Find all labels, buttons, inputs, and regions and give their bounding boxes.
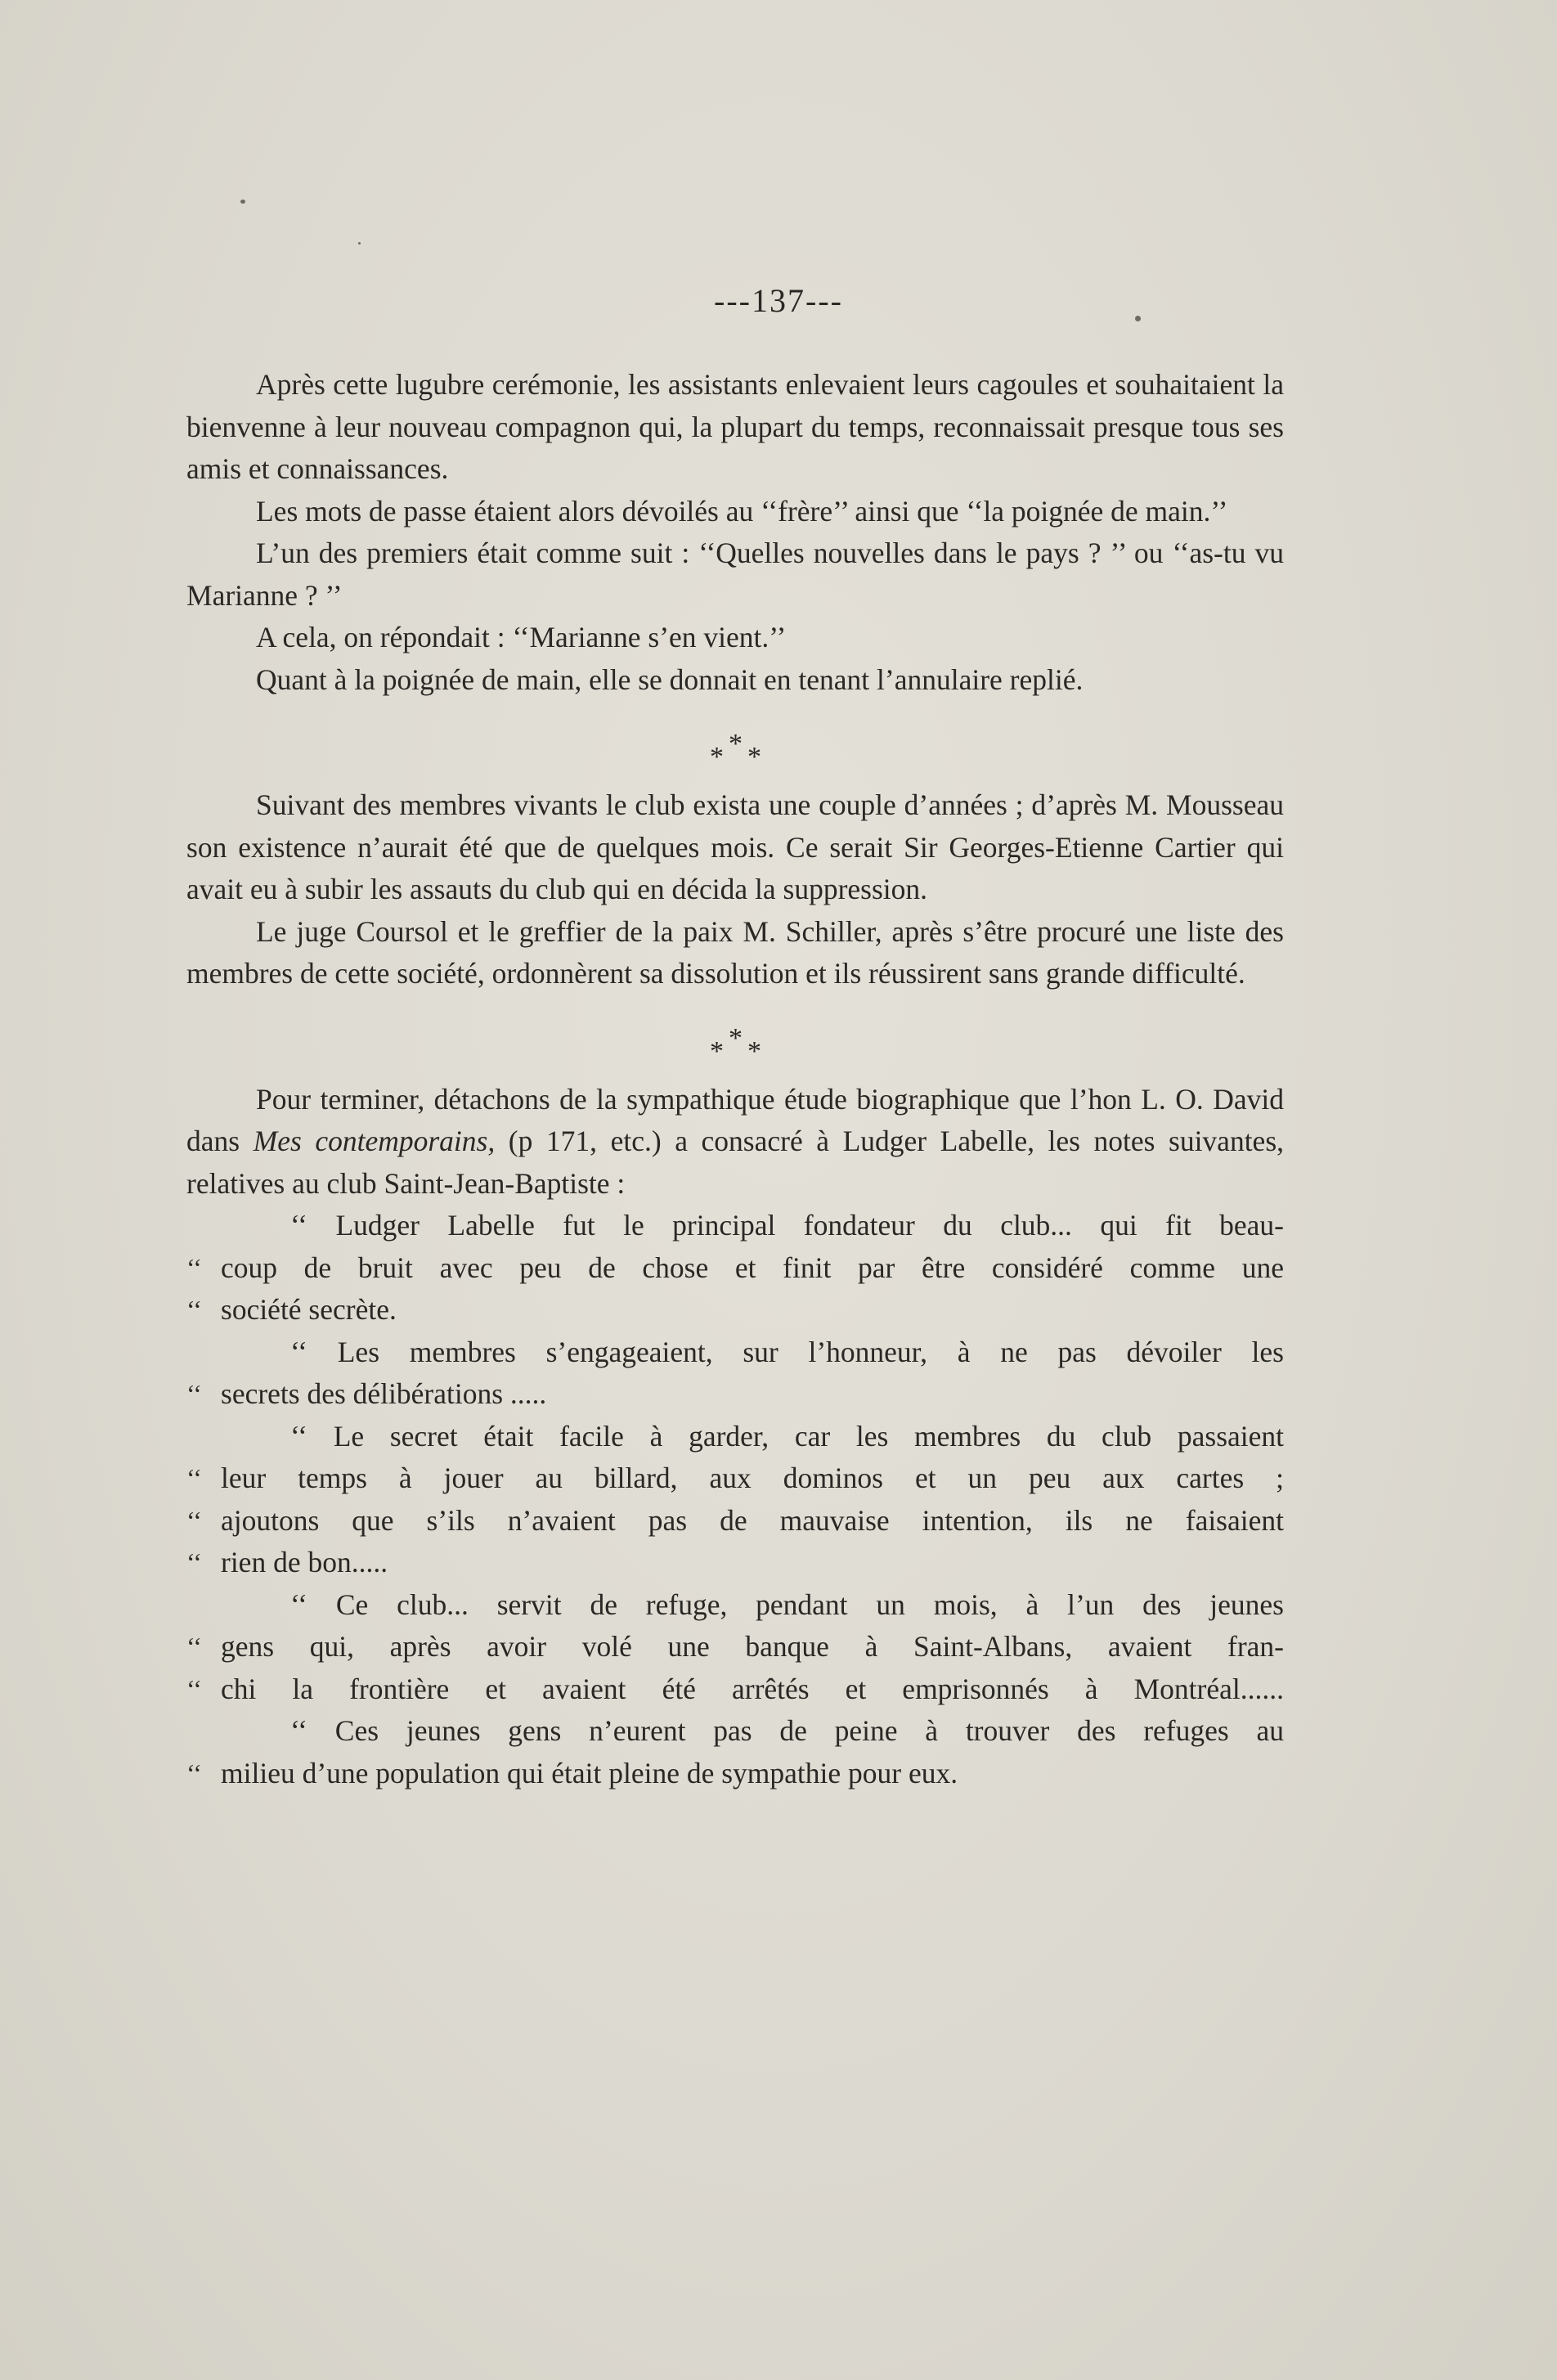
asterisk: * (729, 729, 743, 759)
quote-mark: ‘‘ (186, 1547, 202, 1577)
quote-mark: ‘‘ (186, 1379, 202, 1408)
quote-mark: ‘‘ (186, 1758, 202, 1788)
section-divider (186, 701, 1284, 784)
quote-line: ‘‘ ajoutons que s’ils n’avaient pas de mauvaise intention, ils ne faisaient (186, 1500, 1284, 1543)
quote-5 (186, 1710, 1284, 1794)
asterisk: * (729, 1022, 743, 1053)
paragraph: A cela, on répondait : ‘‘Marianne s’en vient.’’ (256, 621, 787, 653)
section-divider (186, 995, 1284, 1079)
quote-line: ‘‘ Le secret était facile à garder, car les membres du club passaient (290, 1419, 1284, 1453)
quote-mark: ‘‘ (186, 1632, 202, 1661)
asterisk: * (747, 742, 761, 772)
page-number: ---137--- (714, 282, 843, 319)
paragraph: L’un des premiers était comme suit : ‘‘Quelles nouvelles dans le pays ? ’’ ou ‘‘as-tu vu Marianne ? ’’ (186, 537, 1284, 612)
quote-line: ‘‘ milieu d’une population qui était pleine de sympathie pour eux. (186, 1753, 1284, 1795)
quote-mark: ‘‘ (186, 1295, 202, 1324)
quote-mark: ‘‘ (186, 1505, 202, 1535)
intro-text-before: Pour terminer, détachons de la sympathique étude biographique que l’hon L. O. David dans (186, 1082, 1284, 1157)
body-text (186, 364, 1284, 1794)
quote-line: ‘‘ Ces jeunes gens n’eurent pas de peine à trouver des refuges au (290, 1714, 1284, 1747)
quote-line: ‘‘ Ce club... servit de refuge, pendant un mois, à l’un des jeunes (290, 1587, 1284, 1621)
intro-paragraph (186, 1079, 1284, 1206)
quote-line: ‘‘ gens qui, après avoir volé une banque à Saint-Albans, avaient fran- (186, 1626, 1284, 1668)
intro-text-after: (p 171, etc.) a consacré à Ludger Labelle, les notes suivantes, relatives au club Saint-Jean-Baptiste : (186, 1125, 1285, 1200)
asterisk: * (710, 742, 724, 772)
quote-line: ‘‘ coup de bruit avec peu de chose et finit par être considéré comme une (186, 1247, 1284, 1290)
quote-line: ‘‘ secrets des délibérations ..... (186, 1373, 1284, 1416)
paragraph: Après cette lugubre cerémonie, les assistants enlevaient leurs cagoules et souhaitaient la bienvenne à leur nouveau compagnon qui, la plupart du temps, reconnaissait presque tous ses amis et connaissances. (186, 368, 1284, 485)
quote-line: ‘‘ rien de bon..... (186, 1542, 1284, 1584)
asterisk: * (747, 1035, 761, 1067)
quote-line: ‘‘ chi la frontière et avaient été arrêtés et emprisonnés à Montréal...... (186, 1668, 1284, 1711)
asterisk: * (710, 1035, 724, 1067)
quote-3 (186, 1416, 1284, 1584)
quote-mark: ‘‘ (186, 1673, 202, 1704)
quote-1 (186, 1205, 1284, 1331)
paper-speck (358, 242, 361, 245)
paragraph: Quant à la poignée de main, elle se donnait en tenant l’annulaire replié. (256, 662, 1084, 696)
paragraph: Suivant des membres vivants le club exista une couple d’années ; d’après M. Mousseau son existence n’aurait été que de quelques mois. Ce serait Sir Georges-Etienne Cartier qui avait eu à subir les assauts du club qui en décida la suppression. (186, 788, 1284, 905)
paragraph: Les mots de passe étaient alors dévoilés au ‘‘frère’’ ainsi que ‘‘la poignée de main.’’ (256, 494, 1228, 528)
quote-mark: ‘‘ (186, 1252, 202, 1282)
quote-line: ‘‘ Ludger Labelle fut le principal fondateur du club... qui fit beau- (290, 1209, 1284, 1242)
quote-line: ‘‘ Les membres s’engageaient, sur l’honneur, à ne pas dévoiler les (290, 1335, 1284, 1368)
book-title: Mes contemporains, (253, 1125, 496, 1157)
quote-line: ‘‘ leur temps à jouer au billard, aux dominos et un peu aux cartes ; (186, 1457, 1284, 1500)
quote-line: ‘‘ société secrète. (186, 1289, 1284, 1331)
quote-2 (186, 1331, 1284, 1416)
quote-mark: ‘‘ (186, 1463, 202, 1493)
paper-speck (240, 200, 245, 204)
paragraph: Le juge Coursol et le greffier de la paix M. Schiller, après s’être procuré une liste des membres de cette société, ordonnèrent sa dissolution et ils réussirent sans grande difficulté. (186, 914, 1284, 990)
quote-4 (186, 1584, 1284, 1711)
